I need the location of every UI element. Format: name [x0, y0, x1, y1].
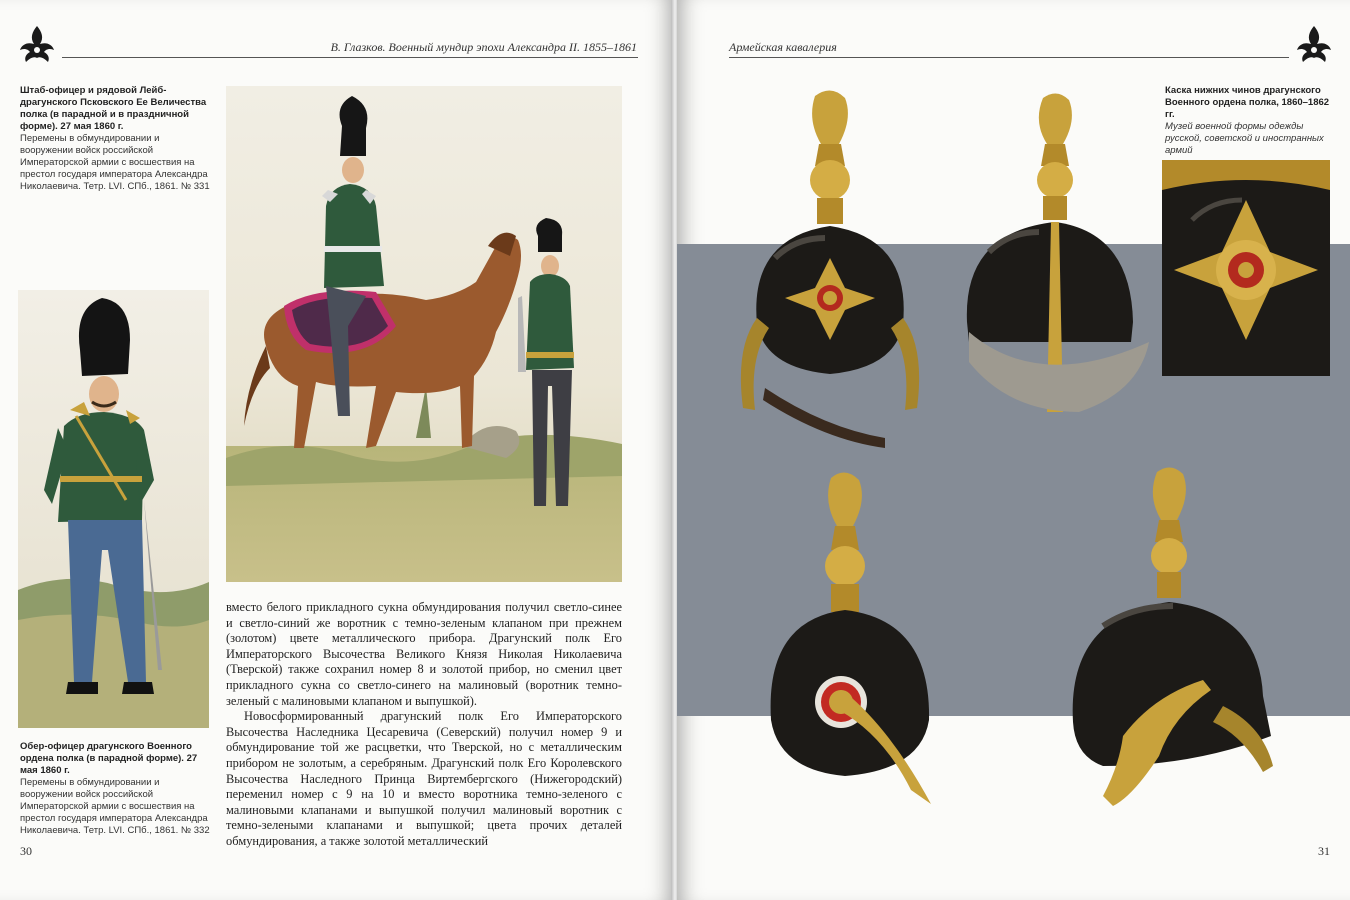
body-text — [226, 600, 622, 850]
helmet-star-detail-photo — [1162, 160, 1330, 376]
helmet-caption-title: Каска нижних чинов драгунского Военного ордена полка, 1860–1862 гг. — [1165, 85, 1330, 120]
paragraph-1: вместо белого прикладного сукна обмундирования получил светло-синее и светло-синий же воротник с темно-зеленым клапаном при прежнем (золотом) цвете металлического прибора. Драгунский полк Его Императорского Высочества Великого Князя Николая Николаевича (Тверской) также сохранил номер 8 и золотой прибор, но сменил цвет прикладного сукна со светло-синего на малиновый (воротник темно-зеленый с малиновыми клапаном и выпушкой). — [226, 600, 622, 708]
caption-top — [20, 85, 212, 193]
helmet-three-quarter-photo — [1063, 466, 1283, 822]
caption-bottom-title: Обер-офицер драгунского Военного ордена полка (в парадной форме). 27 мая 1860 г. — [20, 741, 198, 776]
header-rule — [729, 57, 1289, 58]
caption-bottom-source: Перемены в обмундировании и вооружении войск российской Императорской армии с восшествия на престол государя императора Александра Николаевича. Тетр. LVI. СПб., 1861. № 332 — [20, 777, 210, 836]
helmet-caption-museum: Музей военной формы одежды русской, советской и иностранных армий — [1165, 121, 1324, 156]
helmet-front-photo — [735, 88, 925, 466]
right-page — [677, 0, 1350, 900]
page-number: 30 — [20, 844, 32, 858]
page-number: 31 — [1318, 844, 1330, 858]
caption-top-title: Штаб-офицер и рядовой Лейб-драгунского Псковского Ее Величества полка (в парадной и в праздничной форме). 27 мая 1860 г. — [20, 85, 207, 132]
caption-top-source: Перемены в обмундировании и вооружении войск российской Императорской армии с восшествия на престол государя императора Александра Николаевича. Тетр. LVI. СПб., 1861. № 331 — [20, 133, 210, 192]
illustration-officer-on-horse — [226, 86, 622, 582]
running-head: Армейская кавалерия — [729, 40, 837, 54]
illustration-standing-officer — [18, 290, 209, 728]
left-page — [0, 0, 673, 900]
ornament-icon — [14, 22, 60, 64]
helmet-back-photo — [761, 470, 1031, 820]
helmet-caption — [1165, 85, 1333, 172]
ornament-icon — [1291, 22, 1337, 64]
paragraph-2: Новосформированный драгунский полк Его Императорского Высочества Наследника Цесаревича (Северский) получил номер 9 и обмундирование той же расцветки, что Тверской, но с металлическим прибором не золотым, а серебряным. Драгунский полк Его Королевского Высочества Наследного Принца Виртембергского (Нижегородский) переменил номер с 9 на 10 и вместо воротника темно-зеленого с малиновыми клапанами и выпушкой получил малиновый воротник с темно-зелеными клапанами и выпушкой; цвета прочих деталей обмундирования, а также золотой металлический — [226, 709, 622, 848]
helmet-side-photo — [959, 92, 1151, 422]
header-rule — [62, 57, 638, 58]
running-head: В. Глазков. Военный мундир эпохи Александра II. 1855–1861 — [330, 40, 637, 54]
caption-bottom — [20, 741, 212, 837]
